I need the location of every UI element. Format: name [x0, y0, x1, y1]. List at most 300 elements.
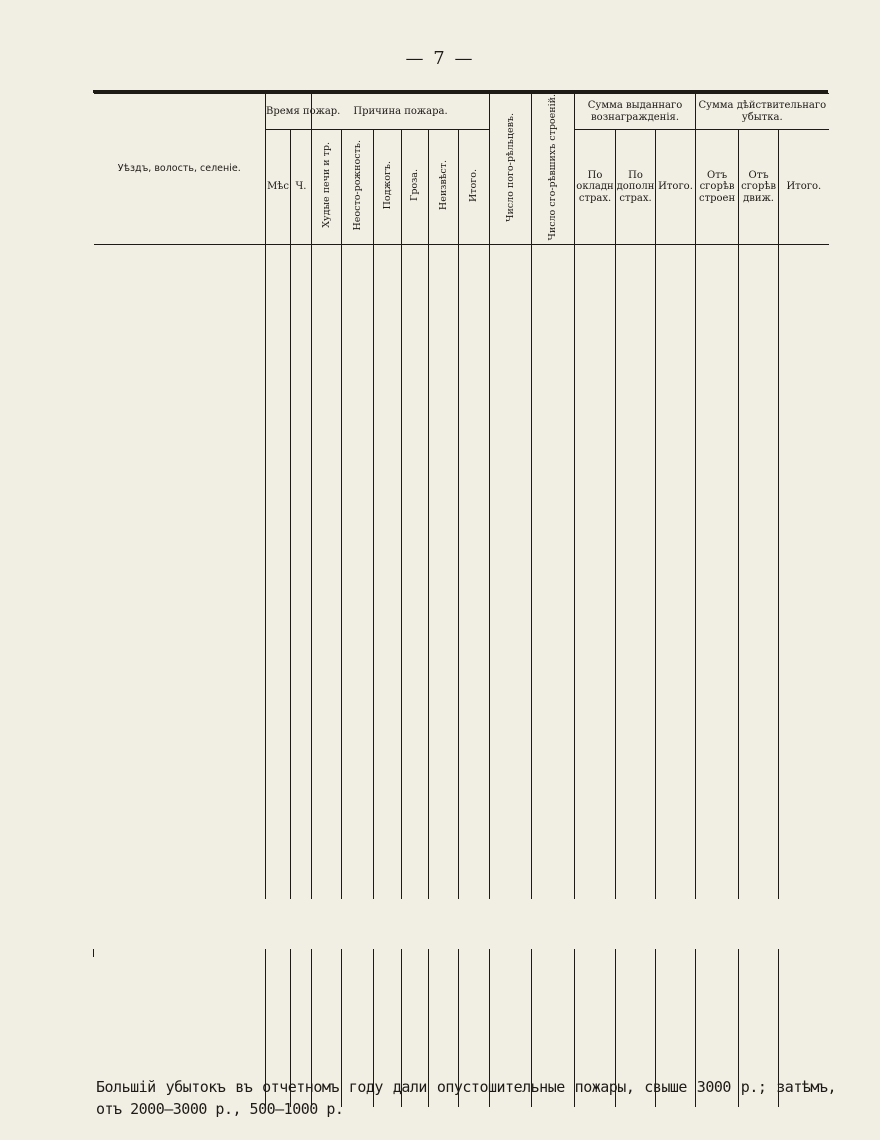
value-cell: [402, 733, 429, 759]
value-cell: [291, 785, 312, 811]
value-cell: [374, 837, 402, 863]
empty-cell: [342, 681, 374, 733]
table-row: [94, 811, 829, 837]
empty-cell: [291, 949, 312, 957]
value-cell: [342, 567, 374, 593]
value-cell: [739, 401, 779, 427]
empty-cell: [575, 681, 616, 733]
value-cell: [616, 593, 656, 619]
header-payout-extra: По дополн страх.: [616, 130, 656, 245]
value-cell: [342, 297, 374, 323]
empty-cell: [459, 681, 490, 733]
total-cell: [779, 645, 829, 681]
value-cell: [291, 515, 312, 541]
value-cell: [656, 375, 696, 401]
total-row: [94, 645, 829, 681]
value-cell: [490, 375, 532, 401]
section-title: [94, 681, 266, 733]
header-loss-buildings: Отъ сгорѣв строен: [696, 130, 739, 245]
header-district: Уѣздъ, волость, селеніе.: [94, 94, 266, 245]
value-cell: [312, 297, 342, 323]
value-cell: [532, 541, 575, 567]
empty-cell: [575, 463, 616, 515]
header-cause-unknown: Неизвѣст.: [429, 130, 459, 245]
header-cause-total: Итого.: [459, 130, 490, 245]
value-cell: [616, 785, 656, 811]
value-cell: [374, 593, 402, 619]
value-cell: [779, 567, 829, 593]
value-cell: [739, 733, 779, 759]
value-cell: [291, 733, 312, 759]
value-cell: [429, 323, 459, 349]
total-cell: [575, 427, 616, 463]
percent-cell: [575, 982, 616, 1007]
row-label: [94, 323, 266, 349]
section-title-row: [94, 244, 829, 297]
empty-cell: [342, 463, 374, 515]
value-cell: [429, 759, 459, 785]
percent-cell: [312, 957, 342, 982]
empty-cell: [459, 949, 490, 957]
value-cell: [429, 375, 459, 401]
percent-cell: [575, 957, 616, 982]
total-cell: [779, 863, 829, 899]
percent-cell: [739, 1032, 779, 1057]
value-cell: [779, 515, 829, 541]
value-cell: [779, 541, 829, 567]
value-cell: [696, 837, 739, 863]
empty-cell: [616, 463, 656, 515]
value-cell: [490, 323, 532, 349]
value-cell: [696, 593, 739, 619]
empty-cell: [291, 1007, 312, 1032]
percent-cell: [739, 1007, 779, 1032]
percent-cell: [532, 1032, 575, 1057]
row-label: [94, 957, 266, 982]
value-cell: [291, 759, 312, 785]
percent-cell: [459, 957, 490, 982]
value-cell: [739, 619, 779, 645]
total-cell: [616, 863, 656, 899]
value-cell: [490, 349, 532, 375]
value-cell: [532, 837, 575, 863]
empty-cell: [779, 244, 829, 297]
table-row: [94, 515, 829, 541]
value-cell: [459, 785, 490, 811]
table-row: [94, 375, 829, 401]
value-cell: [616, 837, 656, 863]
total-cell: [402, 427, 429, 463]
total-cell: [374, 645, 402, 681]
row-label: [94, 401, 266, 427]
total-cell: [266, 863, 291, 899]
row-label: [94, 1007, 266, 1032]
value-cell: [342, 759, 374, 785]
empty-cell: [656, 463, 696, 515]
fire-statistics-table: [93, 93, 829, 1107]
value-cell: [402, 323, 429, 349]
percent-row: [94, 1032, 829, 1057]
value-cell: [532, 515, 575, 541]
value-cell: [402, 541, 429, 567]
percent-cell: [402, 982, 429, 1007]
table-row: [94, 593, 829, 619]
value-cell: [312, 541, 342, 567]
table-row: [94, 759, 829, 785]
value-cell: [656, 323, 696, 349]
empty-cell: [312, 244, 342, 297]
value-cell: [402, 349, 429, 375]
total-cell: [656, 427, 696, 463]
value-cell: [575, 785, 616, 811]
section-title: [94, 463, 266, 515]
header-cause-arson: Поджогъ.: [374, 130, 402, 245]
empty-cell: [616, 681, 656, 733]
value-cell: [656, 837, 696, 863]
value-cell: [575, 515, 616, 541]
value-cell: [266, 297, 291, 323]
value-cell: [490, 401, 532, 427]
value-cell: [429, 619, 459, 645]
percent-cell: [779, 1032, 829, 1057]
value-cell: [616, 619, 656, 645]
percent-cell: [374, 1007, 402, 1032]
value-cell: [429, 349, 459, 375]
value-cell: [616, 375, 656, 401]
value-cell: [342, 515, 374, 541]
value-cell: [459, 541, 490, 567]
value-cell: [696, 619, 739, 645]
empty-cell: [402, 244, 429, 297]
value-cell: [616, 733, 656, 759]
value-cell: [739, 567, 779, 593]
value-cell: [291, 323, 312, 349]
value-cell: [459, 297, 490, 323]
header-loss-total: Итого.: [779, 130, 829, 245]
value-cell: [459, 567, 490, 593]
value-cell: [429, 297, 459, 323]
value-cell: [402, 593, 429, 619]
total-cell: [429, 645, 459, 681]
percent-row: [94, 957, 829, 982]
value-cell: [459, 811, 490, 837]
row-label: [94, 785, 266, 811]
percent-cell: [402, 1032, 429, 1057]
value-cell: [342, 619, 374, 645]
percent-cell: [656, 1007, 696, 1032]
value-cell: [779, 323, 829, 349]
empty-cell: [696, 949, 739, 957]
value-cell: [779, 759, 829, 785]
value-cell: [342, 785, 374, 811]
value-cell: [342, 593, 374, 619]
value-cell: [696, 515, 739, 541]
empty-cell: [291, 681, 312, 733]
value-cell: [739, 515, 779, 541]
value-cell: [266, 515, 291, 541]
header-loss-group: Сумма дѣйствительнаго убытка.: [696, 94, 829, 130]
value-cell: [779, 401, 829, 427]
total-cell: [490, 863, 532, 899]
total-cell: [342, 863, 374, 899]
total-cell: [739, 645, 779, 681]
percent-cell: [616, 1032, 656, 1057]
total-cell: [616, 427, 656, 463]
value-cell: [459, 837, 490, 863]
header-burned-buildings: Число сго-рѣвшихъ строеній.: [532, 94, 575, 245]
value-cell: [266, 567, 291, 593]
percent-cell: [616, 957, 656, 982]
percent-cell: [429, 957, 459, 982]
header-cause-stoves: Худые печи и тр.: [312, 130, 342, 245]
footer-text: Большій убытокъ въ отчетномъ году дали опустошительные пожары, свыше 3000 р.; затѣмъ, отъ 2000—3000 р., 500—1000 р.: [96, 1078, 836, 1118]
total-cell: [696, 863, 739, 899]
empty-cell: [94, 949, 266, 957]
value-cell: [779, 297, 829, 323]
empty-cell: [429, 949, 459, 957]
total-cell: [312, 427, 342, 463]
total-cell: [779, 427, 829, 463]
value-cell: [266, 401, 291, 427]
percent-cell: [490, 982, 532, 1007]
value-cell: [429, 733, 459, 759]
value-cell: [266, 811, 291, 837]
value-cell: [739, 837, 779, 863]
total-cell: [739, 863, 779, 899]
empty-cell: [739, 949, 779, 957]
header-time-number: Ч.: [291, 130, 312, 245]
percent-cell: [575, 1007, 616, 1032]
total-cell: [429, 427, 459, 463]
value-cell: [312, 515, 342, 541]
total-cell: [402, 645, 429, 681]
percent-cell: [779, 1007, 829, 1032]
empty-cell: [402, 949, 429, 957]
value-cell: [739, 811, 779, 837]
value-cell: [266, 759, 291, 785]
value-cell: [291, 619, 312, 645]
percent-cell: [342, 957, 374, 982]
value-cell: [656, 567, 696, 593]
value-cell: [342, 401, 374, 427]
percent-cell: [374, 1032, 402, 1057]
empty-cell: [342, 949, 374, 957]
value-cell: [696, 541, 739, 567]
total-cell: [575, 645, 616, 681]
header-time-group: Время пожар.: [266, 94, 312, 130]
empty-cell: [490, 244, 532, 297]
percent-cell: [402, 1007, 429, 1032]
value-cell: [291, 593, 312, 619]
header-cause-carelessness: Неосто-рожность.: [342, 130, 374, 245]
empty-cell: [696, 244, 739, 297]
value-cell: [459, 401, 490, 427]
value-cell: [342, 837, 374, 863]
value-cell: [696, 785, 739, 811]
value-cell: [374, 733, 402, 759]
total-cell: [266, 645, 291, 681]
value-cell: [739, 785, 779, 811]
row-label: [94, 982, 266, 1007]
total-cell: [490, 645, 532, 681]
value-cell: [739, 593, 779, 619]
row-label: [94, 619, 266, 645]
empty-cell: [266, 949, 291, 957]
empty-cell: [266, 244, 291, 297]
value-cell: [696, 349, 739, 375]
value-cell: [696, 567, 739, 593]
value-cell: [696, 375, 739, 401]
empty-cell: [312, 681, 342, 733]
value-cell: [490, 593, 532, 619]
value-cell: [459, 759, 490, 785]
spacer-row: [94, 949, 829, 957]
value-cell: [575, 323, 616, 349]
percent-cell: [402, 957, 429, 982]
value-cell: [739, 349, 779, 375]
total-cell: [459, 863, 490, 899]
value-cell: [402, 515, 429, 541]
value-cell: [312, 619, 342, 645]
empty-cell: [656, 681, 696, 733]
total-cell: [490, 427, 532, 463]
header-payout-base: По окладн страх.: [575, 130, 616, 245]
value-cell: [696, 401, 739, 427]
value-cell: [374, 785, 402, 811]
value-cell: [459, 733, 490, 759]
empty-cell: [490, 463, 532, 515]
value-cell: [575, 401, 616, 427]
value-cell: [575, 837, 616, 863]
value-cell: [429, 837, 459, 863]
empty-cell: [459, 463, 490, 515]
percent-cell: [739, 982, 779, 1007]
value-cell: [490, 733, 532, 759]
value-cell: [312, 567, 342, 593]
value-cell: [402, 375, 429, 401]
value-cell: [266, 375, 291, 401]
empty-cell: [696, 463, 739, 515]
value-cell: [656, 593, 696, 619]
header-loss-movables: Отъ сгорѣв движ.: [739, 130, 779, 245]
value-cell: [779, 811, 829, 837]
value-cell: [402, 401, 429, 427]
value-cell: [575, 541, 616, 567]
percent-cell: [779, 957, 829, 982]
value-cell: [374, 349, 402, 375]
total-cell: [312, 645, 342, 681]
value-cell: [616, 515, 656, 541]
value-cell: [429, 567, 459, 593]
value-cell: [490, 567, 532, 593]
empty-cell: [429, 244, 459, 297]
total-label: [94, 645, 266, 681]
value-cell: [779, 349, 829, 375]
empty-cell: [374, 681, 402, 733]
empty-cell: [656, 244, 696, 297]
value-cell: [342, 541, 374, 567]
value-cell: [429, 811, 459, 837]
value-cell: [575, 593, 616, 619]
empty-cell: [616, 949, 656, 957]
header-burned-houses: Число пого-рѣльцевъ.: [490, 94, 532, 245]
percent-cell: [696, 1032, 739, 1057]
percent-cell: [616, 982, 656, 1007]
total-cell: [291, 863, 312, 899]
empty-cell: [429, 681, 459, 733]
percent-cell: [342, 1007, 374, 1032]
value-cell: [616, 401, 656, 427]
section-title-row: [94, 463, 829, 515]
percent-cell: [429, 982, 459, 1007]
value-cell: [779, 593, 829, 619]
empty-cell: [739, 681, 779, 733]
table-row: [94, 733, 829, 759]
value-cell: [656, 733, 696, 759]
value-cell: [696, 297, 739, 323]
total-cell: [532, 863, 575, 899]
value-cell: [291, 375, 312, 401]
total-row: [94, 863, 829, 899]
value-cell: [779, 619, 829, 645]
total-cell: [291, 427, 312, 463]
value-cell: [342, 811, 374, 837]
value-cell: [490, 541, 532, 567]
percent-cell: [459, 982, 490, 1007]
value-cell: [490, 785, 532, 811]
percent-cell: [696, 957, 739, 982]
empty-cell: [490, 681, 532, 733]
value-cell: [616, 567, 656, 593]
empty-cell: [291, 244, 312, 297]
value-cell: [459, 349, 490, 375]
header-payout-group: Сумма выданнаго вознагражденія.: [575, 94, 696, 130]
value-cell: [696, 733, 739, 759]
value-cell: [616, 811, 656, 837]
percent-row: [94, 982, 829, 1007]
empty-cell: [312, 463, 342, 515]
value-cell: [312, 349, 342, 375]
value-cell: [429, 401, 459, 427]
empty-cell: [490, 949, 532, 957]
value-cell: [575, 619, 616, 645]
value-cell: [532, 759, 575, 785]
value-cell: [490, 515, 532, 541]
empty-cell: [291, 463, 312, 515]
value-cell: [616, 541, 656, 567]
percent-cell: [575, 1032, 616, 1057]
value-cell: [779, 837, 829, 863]
value-cell: [575, 567, 616, 593]
value-cell: [656, 785, 696, 811]
percent-cell: [532, 957, 575, 982]
empty-cell: [266, 957, 291, 982]
empty-cell: [266, 1032, 291, 1057]
value-cell: [291, 349, 312, 375]
value-cell: [374, 567, 402, 593]
value-cell: [312, 759, 342, 785]
value-cell: [459, 593, 490, 619]
total-cell: [342, 645, 374, 681]
total-cell: [402, 863, 429, 899]
value-cell: [696, 811, 739, 837]
value-cell: [342, 733, 374, 759]
value-cell: [342, 323, 374, 349]
percent-cell: [459, 1032, 490, 1057]
table-row: [94, 349, 829, 375]
row-label: [94, 759, 266, 785]
value-cell: [656, 541, 696, 567]
